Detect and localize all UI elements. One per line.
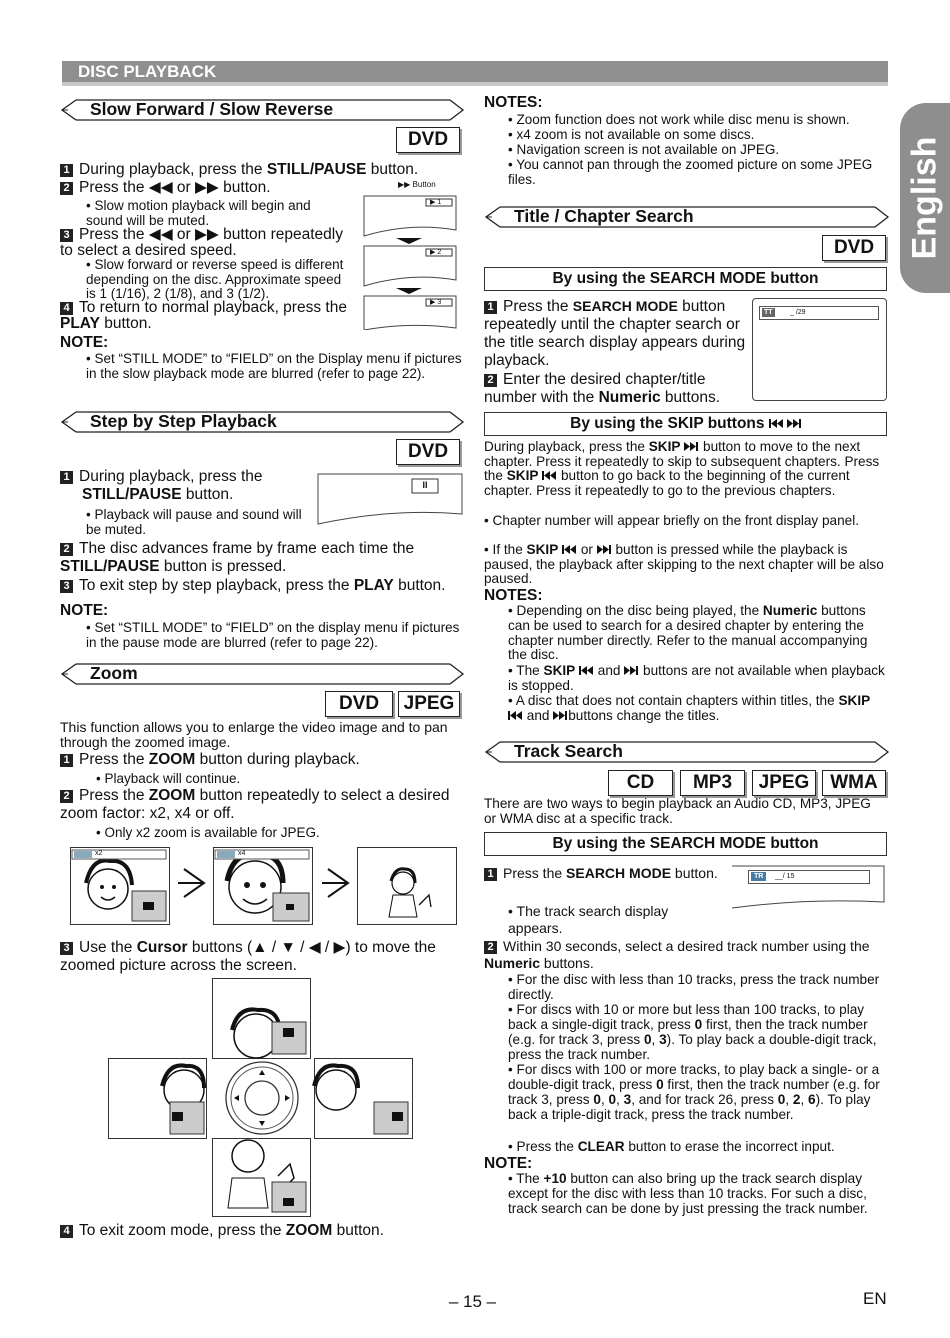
skip-buttons-icon xyxy=(769,418,801,429)
section-header-track-search xyxy=(484,740,890,766)
skip-prev-icon xyxy=(579,665,594,676)
step-note: • Set “STILL MODE” to “FIELD” on the display menu if pictures in the pause mode are blurred (refer to page 22). xyxy=(86,620,460,650)
zoom-intro: This function allows you to enlarge the video image and to pan through the zoomed image. xyxy=(60,719,448,750)
zoom-x2-label: x2 xyxy=(95,850,103,857)
skip-note-2: • The SKIP and buttons are not available when playback is stopped. xyxy=(508,663,885,693)
track-bullet-1: • For the disc with less than 10 tracks, press the track number directly. xyxy=(508,972,880,1002)
skip-next-icon xyxy=(684,441,699,452)
track-bullet-4: • Press the CLEAR button to erase the incorrect input. xyxy=(508,1139,835,1154)
slow-step-3-note: • Slow forward or reverse speed is different depending on the disc. Approximate speed is 1 (1/16), 2 (1/8), and 3 (1/2). xyxy=(86,257,344,301)
note-item: • You cannot pan through the zoomed picture on some JPEG files. xyxy=(508,157,873,187)
track-note: • The +10 button can also bring up the track search display except for the disc with less than 10 tracks. For such a disc, track search can be done by just pressing the track number. xyxy=(508,1171,868,1216)
skip-bullet-1: • Chapter number will appear briefly on the front display panel. xyxy=(484,513,860,528)
osd-tag: TT xyxy=(764,309,773,316)
note-item: • Navigation screen is not available on JPEG. xyxy=(508,142,780,157)
section-title: Step by Step Playback xyxy=(90,411,277,431)
disc-badge-dvd: DVD xyxy=(396,127,460,153)
step-step-3: 3 To exit step by step playback, press the PLAY button. xyxy=(60,577,465,595)
page-number: – 15 – xyxy=(448,1292,497,1311)
skip-next-icon xyxy=(597,544,612,555)
zoom-step-4: 4 To exit zoom mode, press the ZOOM button. xyxy=(60,1222,465,1240)
skip-paragraph: During playback, press the SKIP button to move to the next chapter. Press it repeatedly to skip to subsequent chapters. Press the SKIP button to go back to the beginning of the current chapter. Press it repeatedly to go to the previous chapters. xyxy=(484,439,880,499)
speed-label-3: ▶ 3 xyxy=(430,299,442,306)
section-header-zoom xyxy=(60,662,465,688)
slow-note: • Set “STILL MODE” to “FIELD” on the Display menu if pictures in the slow playback mode are blurred (refer to page 22). xyxy=(86,351,462,381)
skip-note-3: • A disc that does not contain chapters within titles, the SKIP and buttons change the titles. xyxy=(508,693,871,723)
title-search-osd-screen xyxy=(752,298,887,401)
slow-step-4: 4 To return to normal playback, press the PLAY button. xyxy=(60,299,347,332)
zoom-step-2-note: • Only x2 zoom is available for JPEG. xyxy=(96,825,320,840)
ff-button-caption: ▶▶ Button xyxy=(398,180,436,189)
arrow-right-icon xyxy=(320,866,354,900)
slow-speed-illustration xyxy=(360,180,460,330)
banner-shadow xyxy=(62,82,888,86)
skip-note-1: • Depending on the disc being played, the Numeric buttons can be used to search for a desired chapter by entering the chapter number directly. Refer to the manual accompanying the disc. xyxy=(508,603,868,663)
language-tab xyxy=(900,103,950,293)
zoom-step-1-note: • Playback will continue. xyxy=(96,771,241,786)
zoom-off-screen xyxy=(357,847,457,925)
section-header-slow xyxy=(60,98,465,124)
section-header-title-search xyxy=(484,205,890,231)
speed-label-2: ▶ 2 xyxy=(430,249,442,256)
osd-text: _ /29 xyxy=(790,309,806,316)
slow-step-3: 3 Press the ◀◀ or ▶▶ button repeatedly to select a desired speed. xyxy=(60,226,343,259)
disc-badge-dvd: DVD xyxy=(822,235,886,261)
track-step-1-note: • The track search display appears. xyxy=(508,903,669,936)
title-step-2: 2 Enter the desired chapter/title number with the Numeric buttons. xyxy=(484,371,721,406)
zoom-x2-screen xyxy=(70,847,170,925)
speed-label-1: ▶ 1 xyxy=(430,199,442,206)
skip-next-icon xyxy=(624,665,639,676)
step-step-1: 1 During playback, press the STILL/PAUSE button. xyxy=(60,468,300,504)
section-title: Slow Forward / Slow Reverse xyxy=(90,99,334,119)
zoom-x4-label: x4 xyxy=(238,850,246,857)
disc-badge-dvd: DVD xyxy=(396,439,460,465)
section-title: Zoom xyxy=(90,663,138,683)
osd-text: __/ 15 xyxy=(775,873,795,880)
zoom-step-1: 1 Press the ZOOM button during playback. xyxy=(60,751,465,769)
osd-tag: TR xyxy=(751,872,766,881)
track-intro: There are two ways to begin playback an Audio CD, MP3, JPEG or WMA disc at a specific track. xyxy=(484,796,871,826)
notes-top-label: NOTES: xyxy=(484,94,543,111)
skip-prev-icon xyxy=(562,544,577,555)
step-note-label: NOTE: xyxy=(60,602,109,619)
note-item: • Zoom function does not work while disc menu is shown. xyxy=(508,112,850,127)
osd-bar xyxy=(759,306,879,320)
language-tab-label: English xyxy=(905,136,944,260)
track-step-2: 2 Within 30 seconds, select a desired track number using the Numeric buttons. xyxy=(484,938,870,971)
skip-bullet-2: • If the SKIP or button is pressed while the playback is paused, the playback after skipping to the next chapter will be also paused. xyxy=(484,542,884,587)
arrow-right-icon xyxy=(176,866,210,900)
search-mode-box: By using the SEARCH MODE button xyxy=(484,267,887,291)
section-header-step xyxy=(60,410,465,436)
disc-badge-cd: CD xyxy=(608,770,673,796)
section-title: Title / Chapter Search xyxy=(514,206,694,226)
skip-prev-icon xyxy=(542,470,557,481)
title-step-1: 1 Press the SEARCH MODE button repeatedly until the chapter search or the title search display appears during playback. xyxy=(484,298,746,369)
track-search-osd-screen xyxy=(728,864,886,910)
disc-badge-dvd: DVD xyxy=(325,691,393,717)
section-banner: DISC PLAYBACK xyxy=(62,61,888,82)
notes-top-list xyxy=(508,112,893,187)
skip-next-icon xyxy=(553,710,568,721)
track-step-1: 1 Press the SEARCH MODE button. xyxy=(484,864,724,882)
slow-note-label: NOTE: xyxy=(60,334,109,351)
slow-step-1: 1 During playback, press the STILL/PAUSE button. xyxy=(60,161,460,179)
skip-notes-label: NOTES: xyxy=(484,587,543,604)
slow-step-2-note: • Slow motion playback will begin and sound will be muted. xyxy=(86,198,311,228)
skip-buttons-box: By using the SKIP buttons xyxy=(484,412,887,436)
skip-prev-icon xyxy=(508,710,523,721)
zoom-pan-illustration xyxy=(108,978,458,1218)
language-code: EN xyxy=(863,1289,887,1308)
zoom-x4-screen xyxy=(213,847,313,925)
osd-bar xyxy=(748,870,870,884)
disc-badge-jpeg: JPEG xyxy=(398,691,460,717)
step-step-1-note: • Playback will pause and sound will be muted. xyxy=(86,507,302,537)
pause-screen-illustration xyxy=(312,470,464,526)
note-item: • x4 zoom is not available on some discs. xyxy=(508,127,755,142)
slow-step-2: 2 Press the ◀◀ or ▶▶ button. xyxy=(60,179,330,197)
track-note-label: NOTE: xyxy=(484,1155,533,1172)
section-title: Track Search xyxy=(514,741,623,761)
disc-badge-jpeg: JPEG xyxy=(752,770,816,796)
disc-badge-wma: WMA xyxy=(822,770,886,796)
pause-icon: II xyxy=(422,480,428,490)
zoom-step-3: 3 Use the Cursor buttons (▲ / ▼ / ◀ / ▶) to move the zoomed picture across the screen. xyxy=(60,939,436,974)
zoom-step-2: 2 Press the ZOOM button repeatedly to select a desired zoom factor: x2, x4 or off. xyxy=(60,787,450,822)
track-bullet-2: • For discs with 10 or more but less than 100 tracks, to play back a single-digit track, press 0 first, then the track number (e.g. for track 3, press 0, 3). To play back a double-digit track, press the track number. xyxy=(508,1002,877,1062)
step-step-2: 2 The disc advances frame by frame each time the STILL/PAUSE button is pressed. xyxy=(60,540,415,575)
disc-badge-mp3: MP3 xyxy=(680,770,745,796)
track-search-mode-box: By using the SEARCH MODE button xyxy=(484,832,887,856)
track-bullet-3: • For discs with 100 or more tracks, to play back a single- or a double-digit track, press 0 first, then the track number (e.g. for track 3, press 0, 0, 3, and for track 26, press 0, 2, 6). To play back a triple-digit track, press the track number. xyxy=(508,1062,880,1122)
